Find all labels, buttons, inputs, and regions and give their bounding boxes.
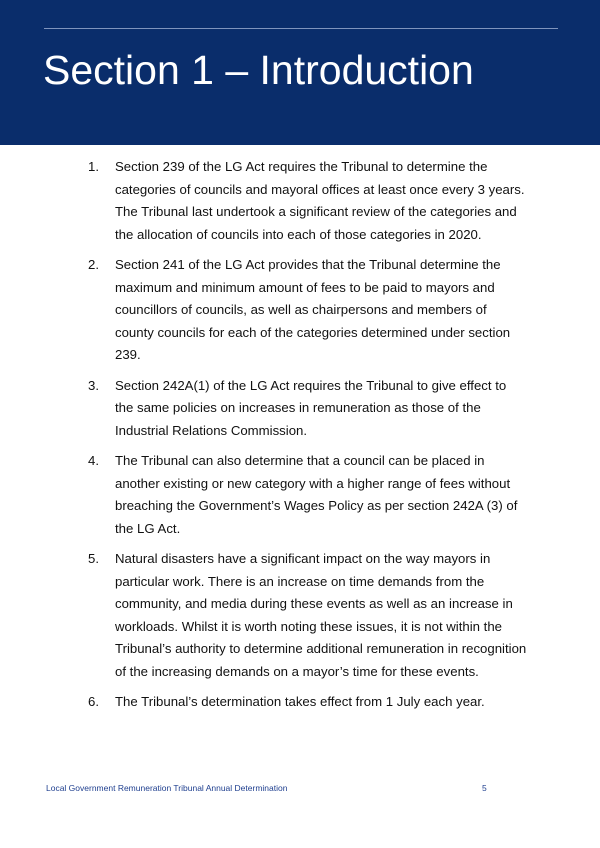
list-item <box>88 450 528 540</box>
item-number: 5. <box>88 551 99 566</box>
list-item <box>88 156 528 246</box>
item-text: The Tribunal can also determine that a council can be placed in another existing or new category with a higher range of fees without breaching the Government’s Wages Policy as per section 242A (3) of the LG Act. <box>115 453 518 536</box>
item-text: Section 241 of the LG Act provides that the Tribunal determine the maximum and minimum amount of fees to be paid to mayors and councillors of councils, as well as chairpersons and members of county councils for each of the categories determined under section 239. <box>115 257 511 362</box>
item-text: Section 242A(1) of the LG Act requires the Tribunal to give effect to the same policies on increases in remuneration as those of the Industrial Relations Commission. <box>115 377 507 438</box>
header-divider <box>44 28 558 29</box>
item-number: 4. <box>88 453 99 468</box>
item-text: Natural disasters have a significant impact on the way mayors in particular work. There is an increase on time demands from the community, and media during these events as well as an increase in workloads. Whilst it is worth noting these issues, it is not within the Tribunal’s authority to determine additional remuneration in recognition of the increasing demands on a mayor’s time for these events. <box>115 551 527 679</box>
item-text: The Tribunal’s determination takes effect from 1 July each year. <box>115 694 485 709</box>
section-header-banner <box>0 0 600 145</box>
numbered-list <box>88 156 528 722</box>
list-item <box>88 691 528 714</box>
item-number: 6. <box>88 694 99 709</box>
footer-page-number: 5 <box>482 783 487 793</box>
page-title: Section 1 – Introduction <box>43 47 474 93</box>
item-text: Section 239 of the LG Act requires the Tribunal to determine the categories of councils and mayoral offices at least once every 3 years. The Tribunal last undertook a significant review of the categories and the allocation of councils into each of those categories in 2020. <box>115 159 525 242</box>
item-number: 1. <box>88 159 99 174</box>
list-item <box>88 548 528 683</box>
item-number: 2. <box>88 257 99 272</box>
list-item <box>88 375 528 443</box>
item-number: 3. <box>88 377 99 393</box>
list-item <box>88 254 528 367</box>
footer-document-title: Local Government Remuneration Tribunal Annual Determination <box>46 783 288 793</box>
